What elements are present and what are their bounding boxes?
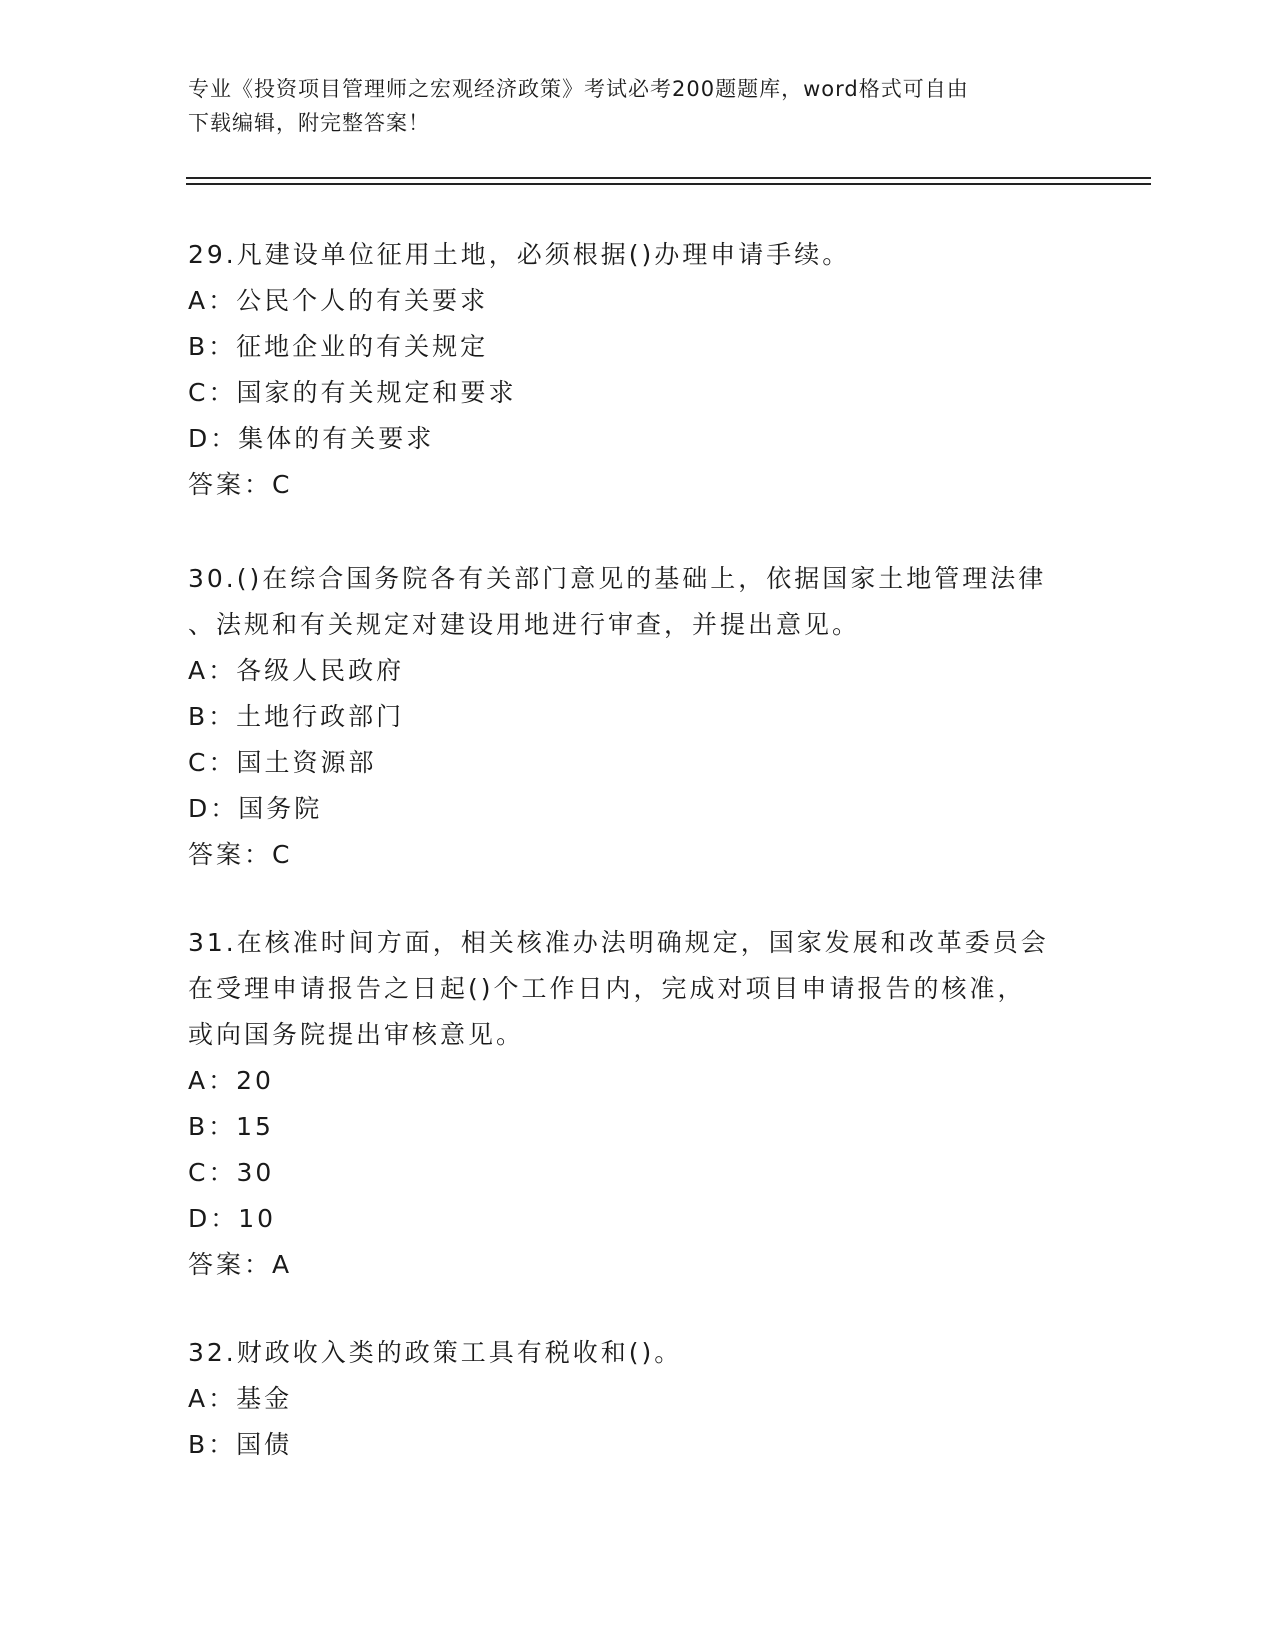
- option-a: A：20: [188, 1066, 274, 1095]
- option-c: C：国土资源部: [188, 748, 377, 777]
- option-c: C：30: [188, 1158, 275, 1187]
- option-b: B：15: [188, 1112, 274, 1141]
- question-stem-line-2: 、法规和有关规定对建设用地进行审查，并提出意见。: [188, 610, 861, 639]
- header-line-1: 专业《投资项目管理师之宏观经济政策》考试必考200题题库，word格式可自由: [188, 77, 969, 101]
- header-divider-top: [186, 177, 1151, 179]
- answer: 答案：C: [188, 840, 293, 869]
- option-b: B：土地行政部门: [188, 702, 405, 731]
- question-31: [188, 920, 1088, 1288]
- option-b: B：征地企业的有关规定: [188, 332, 489, 361]
- question-stem: 29.凡建设单位征用土地，必须根据()办理申请手续。: [188, 240, 851, 269]
- question-stem-line-3: 或向国务院提出审核意见。: [188, 1020, 525, 1049]
- question-stem-line-1: 31.在核准时间方面，相关核准办法明确规定，国家发展和改革委员会: [188, 928, 1049, 957]
- option-a: A：各级人民政府: [188, 656, 405, 685]
- option-d: D：10: [188, 1204, 277, 1233]
- option-c: C：国家的有关规定和要求: [188, 378, 517, 407]
- header-line-2: 下载编辑，附完整答案！: [188, 111, 430, 135]
- header-divider-bottom: [186, 183, 1151, 185]
- answer: 答案：C: [188, 470, 293, 499]
- answer: 答案：A: [188, 1250, 293, 1279]
- option-a: A：公民个人的有关要求: [188, 286, 489, 315]
- question-stem: 32.财政收入类的政策工具有税收和()。: [188, 1338, 683, 1367]
- option-d: D：国务院: [188, 794, 323, 823]
- option-b: B：国债: [188, 1430, 293, 1459]
- question-stem-line-2: 在受理申请报告之日起()个工作日内，完成对项目申请报告的核准，: [188, 974, 1026, 1003]
- option-d: D：集体的有关要求: [188, 424, 435, 453]
- question-32: [188, 1330, 1088, 1468]
- question-29: [188, 232, 1088, 508]
- option-a: A：基金: [188, 1384, 293, 1413]
- question-30: [188, 556, 1088, 878]
- question-stem-line-1: 30.()在综合国务院各有关部门意见的基础上，依据国家土地管理法律: [188, 564, 1047, 593]
- document-header: [188, 72, 1088, 140]
